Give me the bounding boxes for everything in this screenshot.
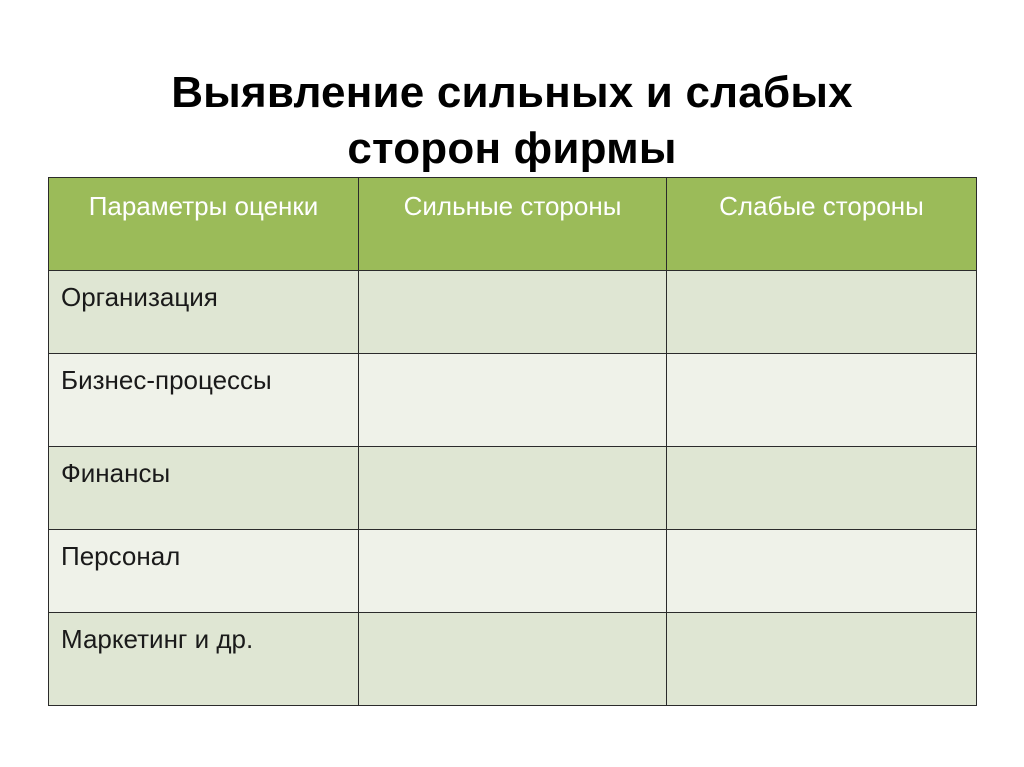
header-row xyxy=(49,178,977,271)
table-row xyxy=(49,271,977,354)
strengths-cell[interactable] xyxy=(359,354,667,447)
page-title-line-2: сторон фирмы xyxy=(347,124,677,174)
table-row xyxy=(49,530,977,613)
row-label: Бизнес-процессы xyxy=(49,354,359,447)
weaknesses-cell[interactable] xyxy=(667,354,977,447)
table-body xyxy=(49,271,977,706)
table-row xyxy=(49,613,977,706)
row-label: Персонал xyxy=(49,530,359,613)
assessment-table xyxy=(48,177,977,706)
header-cell-parameters: Параметры оценки xyxy=(49,178,359,271)
strengths-cell[interactable] xyxy=(359,613,667,706)
weaknesses-cell[interactable] xyxy=(667,447,977,530)
table-row xyxy=(49,354,977,447)
row-label: Финансы xyxy=(49,447,359,530)
row-label: Маркетинг и др. xyxy=(49,613,359,706)
header-cell-strengths: Сильные стороны xyxy=(359,178,667,271)
row-label: Организация xyxy=(49,271,359,354)
table-row xyxy=(49,447,977,530)
weaknesses-cell[interactable] xyxy=(667,530,977,613)
strengths-cell[interactable] xyxy=(359,530,667,613)
weaknesses-cell[interactable] xyxy=(667,613,977,706)
header-cell-weaknesses: Слабые стороны xyxy=(667,178,977,271)
strengths-cell[interactable] xyxy=(359,271,667,354)
table-header xyxy=(49,178,977,271)
strengths-cell[interactable] xyxy=(359,447,667,530)
page-title-line-1: Выявление сильных и слабых xyxy=(171,68,853,118)
page-title xyxy=(0,65,1024,177)
weaknesses-cell[interactable] xyxy=(667,271,977,354)
